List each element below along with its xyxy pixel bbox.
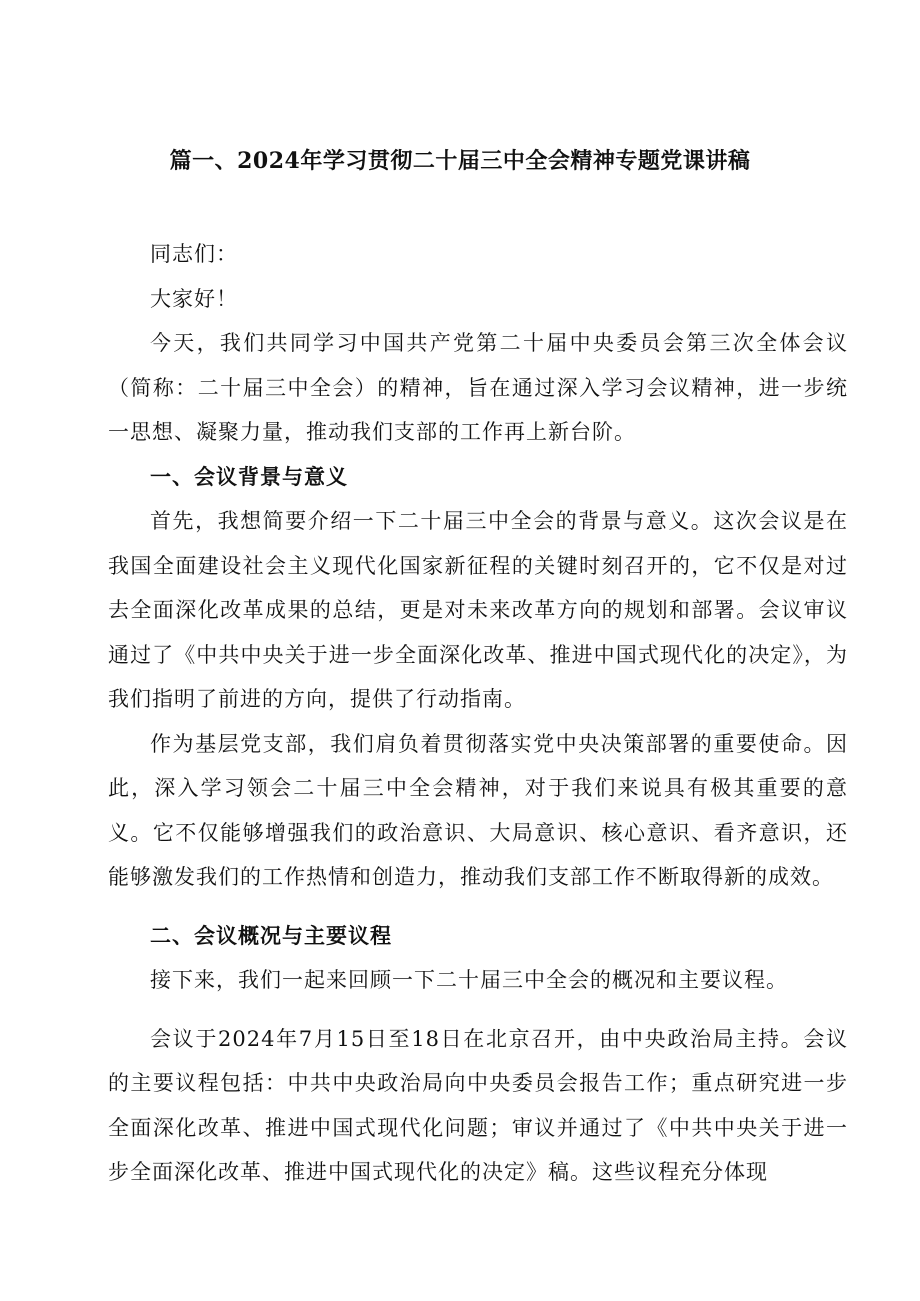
document-body (108, 232, 848, 1195)
intro-paragraph: 今天，我们共同学习中国共产党第二十届中央委员会第三次全体会议（简称：二十届三中全会）的精神，旨在通过深入学习会议精神，进一步统一思想、凝聚力量，推动我们支部的工作再上新台阶。 (108, 331, 848, 444)
paragraph: 作为基层党支部，我们肩负着贯彻落实党中央决策部署的重要使命。因此，深入学习领会二十届三中全会精神，对于我们来说具有极其重要的意义。它不仅能够增强我们的政治意识、大局意识、核心意识、看齐意识，还能够激发我们的工作热情和创造力，推动我们支部工作不断取得新的成效。 (108, 731, 848, 889)
section-gap (108, 900, 848, 914)
paragraph: 会议于2024年7月15日至18日在北京召开，由中央政治局主持。会议的主要议程包括：中共中央政治局向中央委员会报告工作；重点研究进一步全面深化改革、推进中国式现代化问题；审议并通过了《中共中央关于进一步全面深化改革、推进中国式现代化的决定》稿。这些议程充分体现 (108, 1026, 848, 1184)
section-heading-background: 一、会议背景与意义 (150, 463, 348, 489)
paragraph: 首先，我想简要介绍一下二十届三中全会的背景与意义。这次会议是在我国全面建设社会主义现代化国家新征程的关键时刻召开的，它不仅是对过去全面深化改革成果的总结，更是对未来改革方向的规划和部署。会议审议通过了《中共中央关于进一步全面深化改革、推进中国式现代化的决定》，为我们指明了前进的方向，提供了行动指南。 (108, 509, 848, 711)
paragraph-gap (108, 1003, 848, 1017)
document-title: 篇一、2024年学习贯彻二十届三中全会精神专题党课讲稿 (169, 148, 751, 174)
greeting: 同志们： (150, 242, 238, 266)
salutation: 大家好！ (150, 286, 238, 311)
paragraph: 接下来，我们一起来回顾一下二十届三中全会的概况和主要议程。 (150, 968, 788, 992)
section-heading-overview: 二、会议概况与主要议程 (150, 922, 392, 948)
